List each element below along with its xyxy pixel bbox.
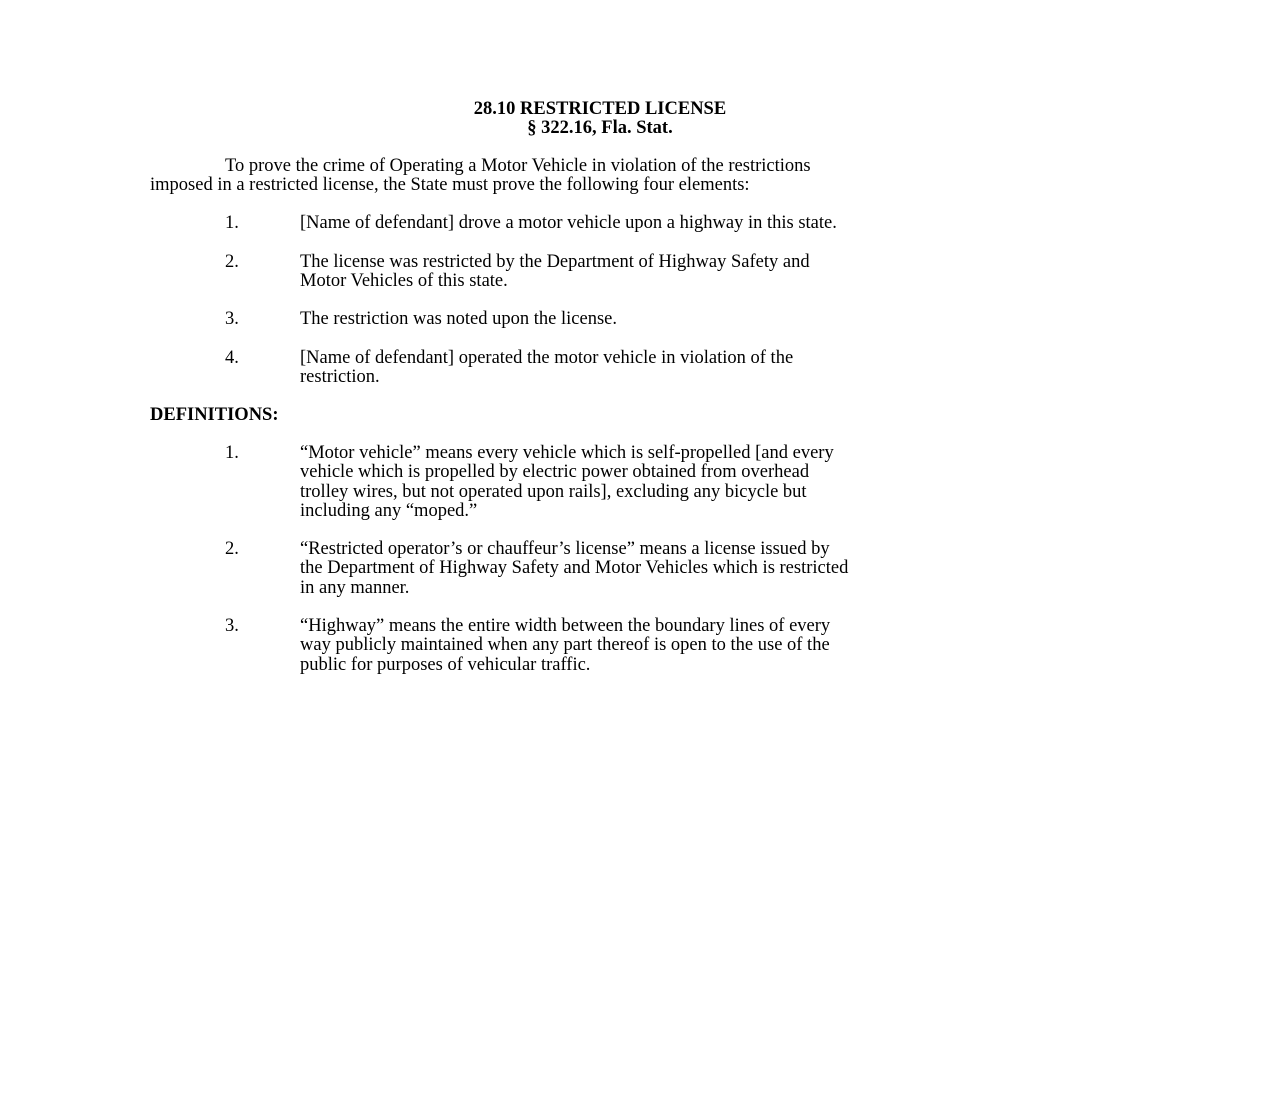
document-title: 28.10 RESTRICTED LICENSE xyxy=(473,99,727,119)
element-line: [Name of defendant] operated the motor vehicle in violation of the xyxy=(300,348,794,368)
statute-citation: § 322.16, Fla. Stat. xyxy=(527,118,673,139)
element-number: 2. xyxy=(225,252,239,272)
definition-line: including any “moped.” xyxy=(300,500,478,521)
element-line: The restriction was noted upon the license. xyxy=(300,309,617,329)
element-line: Motor Vehicles of this state. xyxy=(300,271,508,292)
element-line: restriction. xyxy=(300,367,380,388)
definition-number: 3. xyxy=(225,616,239,636)
element-number: 1. xyxy=(225,213,239,233)
definition-line: the Department of Highway Safety and Motor Vehicles which is restricted xyxy=(300,558,849,579)
element-text xyxy=(300,310,1070,329)
intro-line: imposed in a restricted license, the State must prove the following four elements: xyxy=(150,175,750,196)
intro-paragraph xyxy=(150,157,1050,196)
definition-text xyxy=(300,444,1070,521)
definition-line: “Restricted operator’s or chauffeur’s license” means a license issued by xyxy=(300,539,830,559)
element-line: [Name of defendant] drove a motor vehicle upon a highway in this state. xyxy=(300,213,837,233)
title-block xyxy=(0,100,1200,139)
definition-line: way publicly maintained when any part thereof is open to the use of the xyxy=(300,635,830,656)
definition-line: trolley wires, but not operated upon rails], excluding any bicycle but xyxy=(300,481,807,502)
definitions-heading: DEFINITIONS: xyxy=(150,405,279,425)
definition-number: 2. xyxy=(225,539,239,559)
element-text xyxy=(300,349,1070,388)
definition-line: vehicle which is propelled by electric power obtained from overhead xyxy=(300,462,810,483)
intro-line: To prove the crime of Operating a Motor Vehicle in violation of the restrictions xyxy=(225,156,811,176)
element-line: The license was restricted by the Department of Highway Safety and xyxy=(300,252,810,272)
definition-line: in any manner. xyxy=(300,577,410,598)
element-text xyxy=(300,214,1070,233)
element-number: 4. xyxy=(225,348,239,368)
definition-text xyxy=(300,617,1070,675)
element-number: 3. xyxy=(225,309,239,329)
definition-line: “Highway” means the entire width between the boundary lines of every xyxy=(300,616,831,636)
definition-text xyxy=(300,540,1070,598)
element-text xyxy=(300,253,1070,292)
definition-line: “Motor vehicle” means every vehicle which is self-propelled [and every xyxy=(300,443,834,463)
definition-line: public for purposes of vehicular traffic. xyxy=(300,654,591,675)
definition-number: 1. xyxy=(225,443,239,463)
